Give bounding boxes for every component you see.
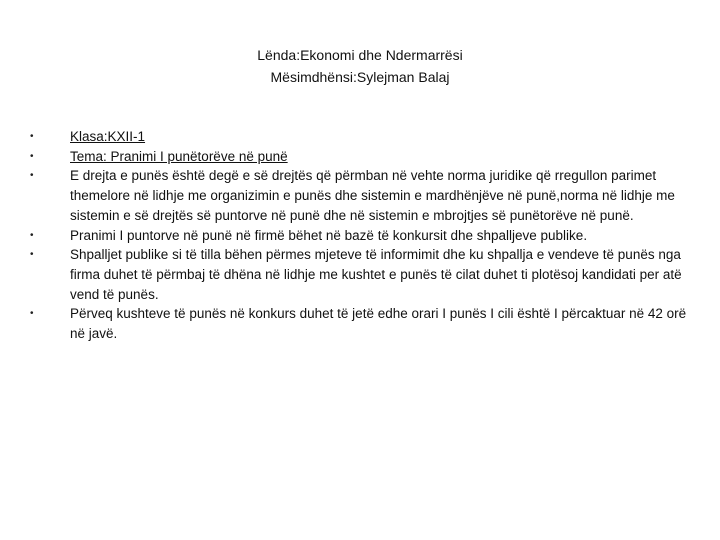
bullet-list — [30, 127, 690, 344]
labor-law-text: E drejta e punës është degë e së drejtës që përmban në vehte norma juridike që rregullon parimet themelore në lidhje me organizimin e punës dhe sistemin e mardhënjëve në punë,norma në lidhje me sistemin e së drejtës së puntorve në punë dhe në sistemin e mbrojtjes së punëtorëve në punë. — [70, 168, 675, 223]
bullet-item-announcements — [30, 245, 690, 304]
teacher-line: Mësimdhënsi:Sylejman Balaj — [270, 69, 450, 85]
bullet-item-hiring — [30, 226, 690, 246]
subject-line: Lënda:Ekonomi dhe Ndermarrësi — [257, 47, 463, 63]
bullet-item-class — [30, 127, 690, 147]
topic-label: Tema: Pranimi I punëtorëve në punë — [70, 148, 288, 164]
bullet-icon: • — [30, 150, 34, 162]
bullet-icon: • — [30, 131, 34, 142]
bullet-icon: • — [30, 229, 34, 241]
class-label: Klasa:KXII-1 — [70, 129, 146, 144]
hiring-text: Pranimi I puntorve në punë në firmë bëhet në bazë të konkursit dhe shpalljeve publike. — [70, 227, 588, 243]
bullet-icon: • — [30, 170, 34, 182]
bullet-icon: • — [30, 249, 34, 261]
announcements-text: Shpalljet publike si të tilla bëhen përmes mjeteve të informimit dhe ku shpallja e vendeve të punës nga firma duhet të përmbaj të dhëna në lidhje me kushtet e punës të cilat duhet ti plotësoj kandidati per atë vend të punës. — [70, 247, 682, 302]
bullet-item-labor-law — [30, 166, 690, 225]
working-hours-text: Përveq kushteve të punës në konkurs duhet të jetë edhe orari I punës I cili është I përcaktuar në 42 orë në javë. — [70, 306, 687, 342]
bullet-item-working-hours — [30, 304, 690, 343]
bullet-item-topic — [30, 147, 690, 167]
slide-header — [0, 44, 720, 88]
bullet-icon: • — [30, 308, 34, 320]
